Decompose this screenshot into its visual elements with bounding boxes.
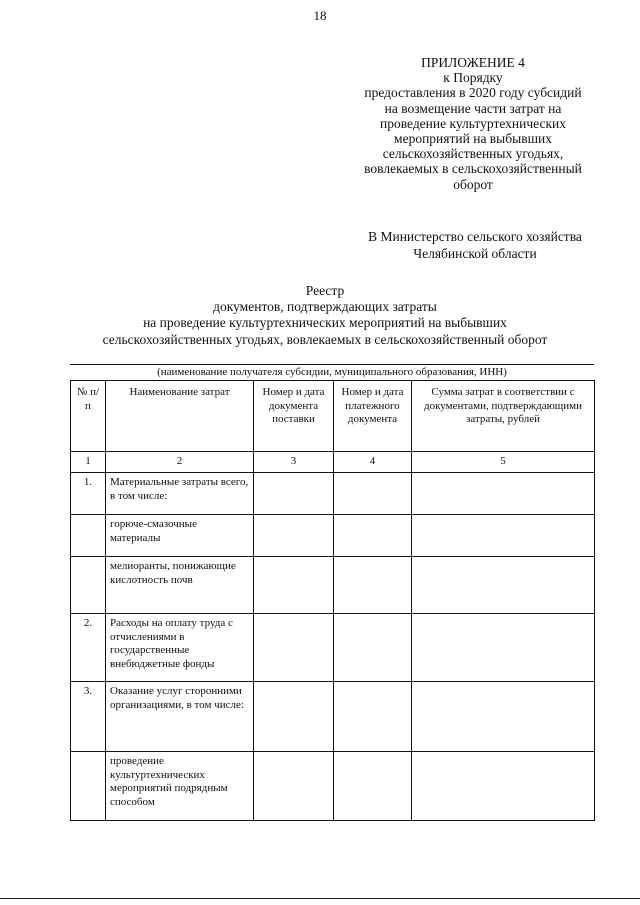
header-cell-expense-name: Наименование затрат bbox=[106, 381, 254, 452]
table-row bbox=[71, 682, 595, 752]
title-line: на проведение культуртехнических мероприятий на выбывших bbox=[143, 315, 507, 331]
row-number bbox=[71, 557, 106, 614]
title-line: документов, подтверждающих затраты bbox=[213, 299, 437, 315]
page-number: 18 bbox=[313, 8, 327, 23]
table-row bbox=[71, 557, 595, 614]
column-number: 3 bbox=[254, 452, 334, 473]
payment-doc-cell[interactable] bbox=[334, 752, 412, 821]
appendix-line: вовлекаемых в сельскохозяйственный bbox=[364, 161, 582, 177]
appendix-line: мероприятий на выбывших bbox=[394, 131, 552, 147]
table-row bbox=[71, 473, 595, 515]
expense-name: Расходы на оплату труда с отчислениями в государственные внебюджетные фонды bbox=[106, 614, 254, 682]
table-row bbox=[71, 752, 595, 821]
registry-table bbox=[70, 380, 595, 821]
payment-doc-cell[interactable] bbox=[334, 557, 412, 614]
title-line: Реестр bbox=[305, 283, 345, 298]
row-number bbox=[71, 515, 106, 557]
amount-cell[interactable] bbox=[412, 682, 595, 752]
column-number: 4 bbox=[334, 452, 412, 473]
amount-cell[interactable] bbox=[412, 614, 595, 682]
appendix-line: оборот bbox=[453, 176, 493, 192]
title-line: сельскохозяйственных угодьях, вовлекаемых в сельскохозяйственный оборот bbox=[102, 331, 548, 347]
appendix-header bbox=[338, 55, 608, 192]
row-number: 1. bbox=[71, 473, 106, 515]
supply-doc-cell[interactable] bbox=[254, 682, 334, 752]
header-cell-supply-doc: Номер и дата документа поставки bbox=[254, 381, 334, 452]
appendix-line: сельскохозяйственных угодьях, bbox=[382, 146, 564, 162]
table-row bbox=[71, 614, 595, 682]
amount-cell[interactable] bbox=[412, 752, 595, 821]
expense-name: проведение культуртехнических мероприятий подрядным способом bbox=[106, 752, 254, 821]
supply-doc-cell[interactable] bbox=[254, 557, 334, 614]
column-number: 1 bbox=[71, 452, 106, 473]
expense-name: Материальные затраты всего, в том числе: bbox=[106, 473, 254, 515]
appendix-line: на возмещение части затрат на bbox=[384, 100, 562, 116]
page-bottom-border bbox=[0, 898, 640, 899]
row-number: 2. bbox=[71, 614, 106, 682]
expense-name: горюче-смазочные материалы bbox=[106, 515, 254, 557]
column-number: 5 bbox=[412, 452, 595, 473]
expense-name: мелиоранты, понижающие кислотность почв bbox=[106, 557, 254, 614]
table-row bbox=[71, 515, 595, 557]
expense-name: Оказание услуг сторонними организациями, в том числе: bbox=[106, 682, 254, 752]
column-number: 2 bbox=[106, 452, 254, 473]
row-number bbox=[71, 752, 106, 821]
payment-doc-cell[interactable] bbox=[334, 614, 412, 682]
appendix-line: проведение культуртехнических bbox=[379, 115, 566, 131]
table-header-row bbox=[71, 381, 595, 452]
appendix-line: предоставления в 2020 году субсидий bbox=[364, 85, 582, 101]
supply-doc-cell[interactable] bbox=[254, 515, 334, 557]
addressee-line-2: Челябинской области bbox=[413, 246, 537, 261]
recipient-caption: (наименование получателя субсидии, муниципального образования, ИНН) bbox=[157, 366, 507, 378]
appendix-line: ПРИЛОЖЕНИЕ 4 bbox=[421, 55, 525, 70]
document-title bbox=[40, 283, 610, 348]
supply-doc-cell[interactable] bbox=[254, 614, 334, 682]
recipient-fill-line bbox=[70, 364, 594, 365]
row-number: 3. bbox=[71, 682, 106, 752]
amount-cell[interactable] bbox=[412, 473, 595, 515]
payment-doc-cell[interactable] bbox=[334, 473, 412, 515]
payment-doc-cell[interactable] bbox=[334, 515, 412, 557]
supply-doc-cell[interactable] bbox=[254, 473, 334, 515]
column-number-row bbox=[71, 452, 595, 473]
appendix-line: к Порядку bbox=[443, 70, 503, 86]
amount-cell[interactable] bbox=[412, 515, 595, 557]
header-cell-number: № п/п bbox=[71, 381, 106, 452]
header-cell-amount: Сумма затрат в соответствии с документами, подтверждающими затраты, рублей bbox=[412, 381, 595, 452]
amount-cell[interactable] bbox=[412, 557, 595, 614]
addressee-block bbox=[330, 228, 620, 262]
payment-doc-cell[interactable] bbox=[334, 682, 412, 752]
addressee-line-1: В Министерство сельского хозяйства bbox=[368, 229, 582, 244]
supply-doc-cell[interactable] bbox=[254, 752, 334, 821]
header-cell-payment-doc: Номер и дата платежного документа bbox=[334, 381, 412, 452]
